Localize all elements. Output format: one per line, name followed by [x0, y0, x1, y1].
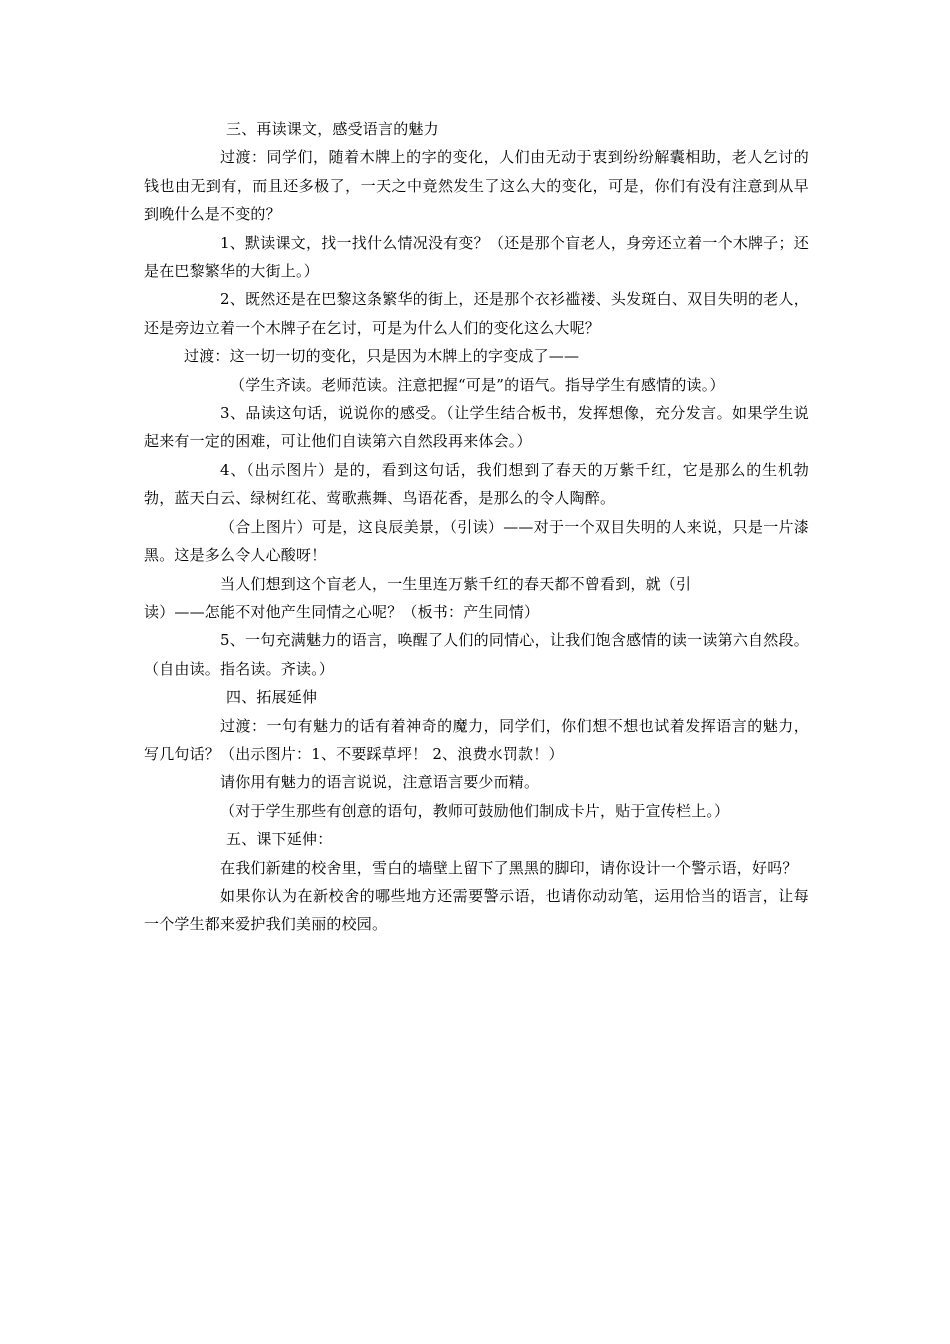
- document-body: [144, 115, 809, 939]
- paragraph-transition-2: 过渡：这一切一切的变化，只是因为木牌上的字变成了——: [184, 347, 580, 366]
- paragraph-step-1: 1、默读课文，找一找什么情况没有变？（还是那个盲老人，身旁还立着一个木牌子；还是在巴黎繁华的大街上。）: [144, 233, 809, 281]
- paragraph-campus: 如果你认为在新校舍的哪些地方还需要警示语，也请你动动笔，运用恰当的语言，让每一个学生都来爱护我们美丽的校园。: [144, 886, 809, 934]
- section-heading-5: 五、课下延伸：: [226, 830, 333, 849]
- paragraph-warning-sign: 在我们新建的校舍里，雪白的墙壁上留下了黑黑的脚印，请你设计一个警示语，好吗？: [220, 858, 798, 877]
- paragraph-reading-note: （学生齐读。老师范读。注意把握“可是”的语气。指导学生有感情的读。）: [230, 375, 725, 394]
- section-heading-3: 三、再读课文，感受语言的魅力: [226, 120, 439, 138]
- paragraph-transition-1: 过渡：同学们，随着木牌上的字的变化，人们由无动于衷到纷纷解囊相助，老人乞讨的钱也由无到有，而且还多极了，一天之中竟然发生了这么大的变化，可是，你们有没有注意到从早到晚什么是不变的？: [144, 148, 809, 224]
- paragraph-old-man-line-2: 读）——怎能不对他产生同情之心呢？（板书：产生同情）: [144, 602, 540, 621]
- paragraph-old-man-line-1: 当人们想到这个盲老人，一生里连万紫千红的春天都不曾看到，就（引: [220, 574, 692, 593]
- section-heading-4: 四、拓展延伸: [226, 688, 318, 707]
- paragraph-instruction: 请你用有魅力的语言说说，注意语言要少而精。: [220, 773, 540, 792]
- paragraph-step-2: 2、既然还是在巴黎这条繁华的街上，还是那个衣衫褴褛、头发斑白、双目失明的老人，还是旁边立着一个木牌子在乞讨，可是为什么人们的变化这么大呢？: [144, 290, 809, 337]
- paragraph-step-3: 3、品读这句话，说说你的感受。（让学生结合板书，发挥想像，充分发言。如果学生说起来有一定的困难，可让他们自读第六自然段再来体会。）: [144, 404, 809, 451]
- paragraph-picture-closed: （合上图片）可是，这良辰美景，（引读）——对于一个双目失明的人来说，只是一片漆黑。这是多么令人心酸呀！: [144, 517, 809, 565]
- paragraph-transition-3: 过渡：一句有魅力的话有着神奇的魔力，同学们，你们想不想也试着发挥语言的魅力，写几句话？（出示图片：1、不要踩草坪！ 2、浪费水罚款！）: [144, 716, 809, 763]
- paragraph-teacher-note: （对于学生那些有创意的语句，教师可鼓励他们制成卡片，贴于宣传栏上。）: [220, 801, 730, 820]
- paragraph-step-5: 5、一句充满魅力的语言，唤醒了人们的同情心，让我们饱含感情的读一读第六自然段。（自由读。指名读。齐读。）: [144, 631, 809, 678]
- paragraph-step-4: 4、（出示图片）是的，看到这句话，我们想到了春天的万紫千红，它是那么的生机勃勃，蓝天白云、绿树红花、莺歌燕舞、鸟语花香，是那么的令人陶醉。: [144, 460, 809, 508]
